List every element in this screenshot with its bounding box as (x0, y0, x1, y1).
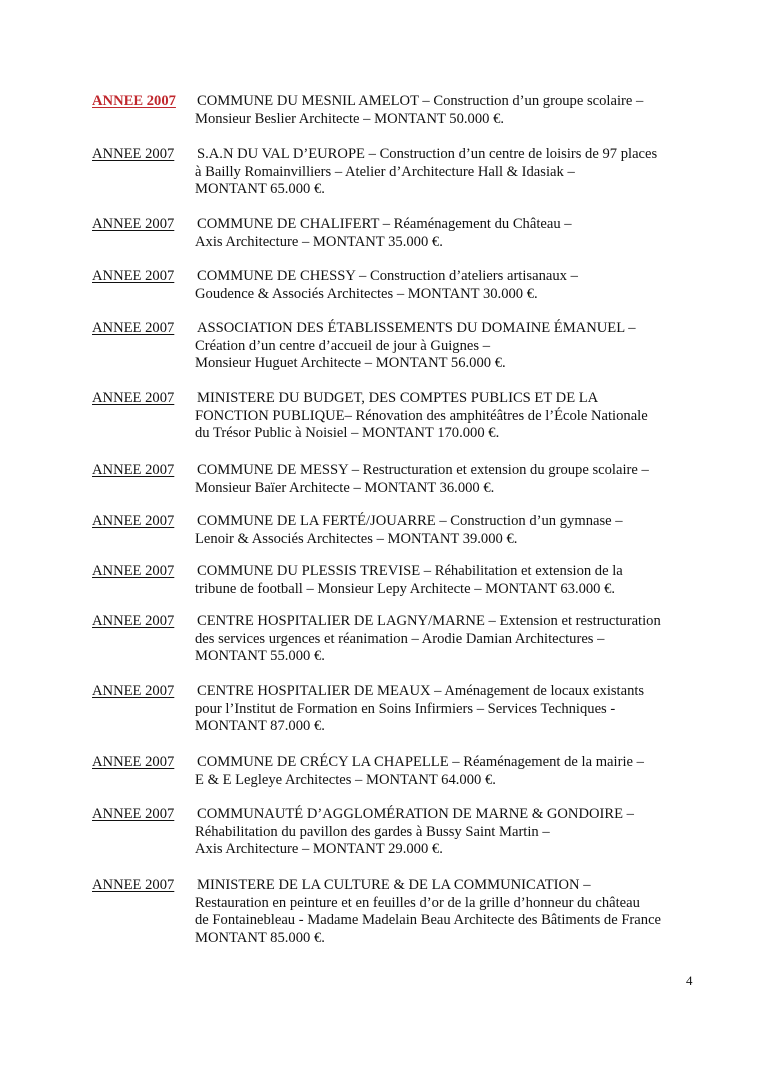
entry-description (197, 877, 717, 947)
page-number: 4 (686, 973, 693, 988)
entry-line: COMMUNE DE MESSY – Restructuration et extension du groupe scolaire – (197, 462, 649, 478)
entry-line: Monsieur Baïer Architecte – MONTANT 36.000 €. (195, 479, 495, 496)
entry-description (197, 216, 717, 251)
entry-line: Réhabilitation du pavillon des gardes à Bussy Saint Martin – (195, 823, 550, 840)
entry-line: COMMUNE DE LA FERTÉ/JOUARRE – Construction d’un gymnase – (197, 513, 623, 529)
entry-description (197, 93, 717, 128)
entry-line: COMMUNE DE CHESSY – Construction d’ateliers artisanaux – (197, 268, 578, 284)
entry-line: de Fontainebleau - Madame Madelain Beau Architecte des Bâtiments de France (195, 912, 662, 928)
entry-line: tribune de football – Monsieur Lepy Architecte – MONTANT 63.000 €. (195, 580, 616, 597)
entry-year: ANNEE 2007 (92, 513, 175, 529)
entry-year: ANNEE 2007 (92, 390, 175, 406)
entry-line: COMMUNE DU MESNIL AMELOT – Construction d’un groupe scolaire – (197, 93, 644, 109)
entry-line: MONTANT 87.000 €. (195, 718, 325, 734)
entry-year: ANNEE 2007 (92, 877, 175, 893)
entry-line: Lenoir & Associés Architectes – MONTANT 39.000 €. (195, 530, 518, 547)
entry-line: MINISTERE DU BUDGET, DES COMPTES PUBLICS ET DE LA (197, 390, 599, 406)
entry-year: ANNEE 2007 (92, 462, 175, 478)
entry-line: COMMUNAUTÉ D’AGGLOMÉRATION DE MARNE & GONDOIRE – (197, 806, 634, 822)
entry-line: du Trésor Public à Noisiel – MONTANT 170.000 €. (195, 425, 500, 441)
entry-line: Restauration en peinture et en feuilles d’or de la grille d’honneur du château (195, 894, 640, 911)
entry-description (197, 146, 717, 199)
entry-line: FONCTION PUBLIQUE– Rénovation des amphitéâtres de l’École Nationale (195, 407, 648, 424)
entry-year: ANNEE 2007 (92, 754, 175, 770)
entry-line: COMMUNE DE CHALIFERT – Réaménagement du Château – (197, 216, 572, 232)
entry-year: ANNEE 2007 (92, 216, 175, 232)
entry-year: ANNEE 2007 (92, 613, 175, 629)
entry-description (197, 513, 717, 548)
entry-line: Goudence & Associés Architectes – MONTANT 30.000 €. (195, 285, 538, 302)
entry-line: Monsieur Beslier Architecte – MONTANT 50.000 €. (195, 110, 505, 127)
entry-line: Axis Architecture – MONTANT 29.000 €. (195, 841, 443, 857)
entry-line: E & E Legleye Architectes – MONTANT 64.000 €. (195, 771, 496, 788)
entry-year: ANNEE 2007 (92, 268, 175, 284)
entry-line: des services urgences et réanimation – Arodie Damian Architectures – (195, 630, 605, 647)
entry-line: COMMUNE DU PLESSIS TREVISE – Réhabilitation et extension de la (197, 563, 623, 579)
entry-line: pour l’Institut de Formation en Soins Infirmiers – Services Techniques - (195, 700, 616, 717)
entry-description (197, 268, 717, 303)
entry-description (197, 754, 717, 789)
entry-line: à Bailly Romainvilliers – Atelier d’Architecture Hall & Idasiak – (195, 163, 575, 180)
entry-description (197, 462, 717, 497)
entry-year: ANNEE 2007 (92, 683, 175, 699)
entry-year: ANNEE 2007 (92, 320, 175, 336)
entry-year: ANNEE 2007 (92, 806, 175, 822)
entry-description (197, 390, 717, 443)
entry-description (197, 320, 717, 373)
entry-description (197, 683, 717, 736)
entry-line: MONTANT 85.000 €. (195, 929, 325, 946)
entry-description (197, 563, 717, 598)
entry-year: ANNEE 2007 (92, 93, 176, 109)
entry-line: COMMUNE DE CRÉCY LA CHAPELLE – Réaménagement de la mairie – (197, 754, 644, 770)
entry-line: MONTANT 55.000 €. (195, 648, 325, 664)
entry-line: S.A.N DU VAL D’EUROPE – Construction d’un centre de loisirs de 97 places (197, 146, 658, 162)
entry-year: ANNEE 2007 (92, 563, 175, 579)
entry-line: CENTRE HOSPITALIER DE MEAUX – Aménagement de locaux existants (197, 683, 645, 699)
entry-line: Création d’un centre d’accueil de jour à Guignes – (195, 337, 491, 354)
entry-line: ASSOCIATION DES ÉTABLISSEMENTS DU DOMAINE ÉMANUEL – (197, 320, 636, 336)
entry-description (197, 613, 717, 666)
entry-description (197, 806, 717, 859)
entry-year: ANNEE 2007 (92, 146, 175, 162)
entry-line: Axis Architecture – MONTANT 35.000 €. (195, 233, 443, 250)
entry-line: MONTANT 65.000 €. (195, 181, 325, 197)
entry-line: MINISTERE DE LA CULTURE & DE LA COMMUNICATION – (197, 877, 591, 893)
entry-line: CENTRE HOSPITALIER DE LAGNY/MARNE – Extension et restructuration (197, 613, 661, 629)
entry-line: Monsieur Huguet Architecte – MONTANT 56.000 €. (195, 355, 506, 371)
